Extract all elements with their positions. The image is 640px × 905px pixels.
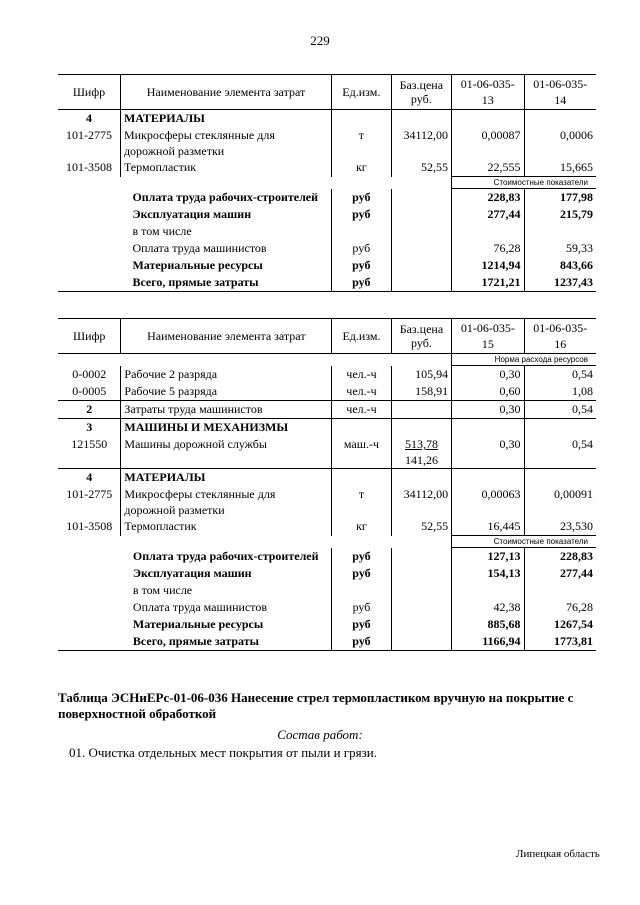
row-value-b: 0,54 xyxy=(524,401,596,419)
table-row xyxy=(58,366,596,384)
cost-name: Эксплуатация машин xyxy=(132,566,252,580)
row-code: 101-2775 xyxy=(65,128,112,142)
cost-unit: руб xyxy=(332,599,391,616)
cost-value-b: 1267,54 xyxy=(524,616,596,633)
cost-indicators-note: Стоимостные показатели xyxy=(452,536,596,548)
cost-name: Материальные ресурсы xyxy=(132,617,264,631)
cost-value-a: 154,13 xyxy=(452,565,524,582)
cost-value-b: 277,44 xyxy=(524,565,596,582)
header-col-b: 01-06-035-16 xyxy=(524,319,596,354)
cost-value-b: 215,79 xyxy=(524,206,596,223)
header-code: Шифр xyxy=(58,75,120,110)
row-value-b: 1,08 xyxy=(524,383,596,401)
row-name: Рабочие 2 разряда xyxy=(121,366,332,384)
row-code: 101-3508 xyxy=(65,160,112,174)
row-value-b: 15,665 xyxy=(524,159,596,177)
cost-row xyxy=(58,240,596,257)
cost-row xyxy=(58,548,596,566)
row-code: 101-2775 xyxy=(66,487,113,501)
cost-unit: руб xyxy=(332,633,391,651)
row-value-a: 16,445 xyxy=(452,518,524,536)
row-unit: чел.-ч xyxy=(332,366,391,384)
cost-unit: руб xyxy=(332,616,391,633)
header-col-a: 01-06-035-15 xyxy=(452,319,524,354)
cost-name: Оплата труда машинистов xyxy=(132,241,267,255)
row-unit: чел.-ч xyxy=(332,401,391,419)
cost-unit: руб xyxy=(332,206,392,223)
cost-unit xyxy=(332,582,391,599)
cost-row xyxy=(58,206,596,223)
header-col-b: 01-06-035-14 xyxy=(524,75,596,110)
header-col-a: 01-06-035-13 xyxy=(452,75,524,110)
cost-rows xyxy=(58,548,596,651)
header-code: Шифр xyxy=(58,319,121,354)
note-row xyxy=(58,536,596,548)
row-name: Рабочие 5 разряда xyxy=(121,383,332,401)
row-unit: маш.-ч xyxy=(332,436,391,469)
cost-row xyxy=(58,257,596,274)
row-unit: т xyxy=(332,486,391,518)
section-row-machines xyxy=(58,419,596,437)
cost-row xyxy=(58,633,596,651)
cost-value-b: 76,28 xyxy=(524,599,596,616)
cost-name: Всего, прямые затраты xyxy=(120,274,331,292)
row-name: Затраты труда машинистов xyxy=(121,401,332,419)
cost-row xyxy=(58,599,596,616)
cost-value-b: 177,98 xyxy=(524,189,596,207)
cost-value-a: 228,83 xyxy=(452,189,524,207)
cost-row xyxy=(58,223,596,240)
section-code: 4 xyxy=(58,469,121,487)
row-price: 158,91 xyxy=(391,383,451,401)
header-price: Баз.цена руб. xyxy=(391,75,451,110)
table-row xyxy=(58,127,596,159)
header-name: Наименование элемента затрат xyxy=(120,75,331,110)
cost-unit: руб xyxy=(332,548,391,566)
section-name: МАТЕРИАЛЫ xyxy=(120,110,331,128)
cost-indicators-note: Стоимостные показатели xyxy=(452,177,596,189)
row-value-b: 0,54 xyxy=(524,366,596,384)
cost-value-b: 1237,43 xyxy=(524,274,596,292)
page-number: 229 xyxy=(310,33,330,48)
row-name: Микросферы стеклянные для дорожной разметки xyxy=(120,127,331,159)
resource-norm-note: Норма расхода ресурсов xyxy=(452,354,596,366)
row-value-b: 0,0006 xyxy=(524,127,596,159)
row-unit: т xyxy=(332,127,392,159)
row-price: 105,94 xyxy=(391,366,451,384)
cost-value-a: 127,13 xyxy=(452,548,524,566)
footer-region: Липецкая область xyxy=(516,848,600,860)
row-code: 2 xyxy=(58,401,121,419)
cost-row xyxy=(58,616,596,633)
table-row xyxy=(58,518,596,536)
row-value-a: 0,00087 xyxy=(452,127,524,159)
row-value-b: 0,54 xyxy=(524,436,596,469)
cost-value-a: 277,44 xyxy=(452,206,524,223)
cost-rows xyxy=(58,189,596,292)
section-name: МАТЕРИАЛЫ xyxy=(121,469,332,487)
section-name: МАШИНЫ И МЕХАНИЗМЫ xyxy=(121,419,332,437)
table-header xyxy=(58,75,596,110)
cost-value-b: 1773,81 xyxy=(524,633,596,651)
row-code: 0-0002 xyxy=(72,366,107,381)
row-price: 34112,00 xyxy=(391,127,451,159)
cost-unit: руб xyxy=(332,257,392,274)
row-value-a: 0,30 xyxy=(452,436,524,469)
cost-unit: руб xyxy=(332,274,392,292)
composition-heading: Состав работ: xyxy=(277,727,363,742)
row-code: 101-3508 xyxy=(66,519,113,533)
row-name: Машины дорожной службы xyxy=(121,436,332,469)
row-price: 34112,00 xyxy=(391,486,451,518)
cost-value-a: 885,68 xyxy=(452,616,524,633)
cost-name: в том числе xyxy=(132,224,192,238)
next-table-title: Таблица ЭСНиЕРс-01-06-036 Нанесение стрел термопластиком вручную на покрытие с поверхностной обработкой xyxy=(58,690,574,721)
table-header xyxy=(58,319,596,354)
row-price: 52,55 xyxy=(391,159,451,177)
cost-value-a xyxy=(452,582,524,599)
table-row xyxy=(58,401,596,419)
cost-table-2 xyxy=(58,318,596,651)
section-row-materials xyxy=(58,469,596,487)
cost-name: Эксплуатация машин xyxy=(132,207,252,221)
cost-value-a: 1166,94 xyxy=(452,633,524,651)
cost-row xyxy=(58,189,596,207)
cost-name: Всего, прямые затраты xyxy=(121,633,332,651)
cost-value-b xyxy=(524,223,596,240)
cost-name: Материальные ресурсы xyxy=(132,258,263,272)
section-row-materials xyxy=(58,110,596,128)
row-name: Микросферы стеклянные для дорожной разметки xyxy=(121,486,332,518)
cost-row xyxy=(58,582,596,599)
section-code: 4 xyxy=(85,111,92,125)
row-value-b: 23,530 xyxy=(524,518,596,536)
table-row xyxy=(58,159,596,177)
cost-name: в том числе xyxy=(132,583,193,597)
cost-value-b: 228,83 xyxy=(524,548,596,566)
work-item: 01. Очистка отдельных мест покрытия от пыли и грязи. xyxy=(69,745,377,760)
row-value-a: 0,30 xyxy=(452,366,524,384)
row-price: 52,55 xyxy=(391,518,451,536)
row-code: 0-0005 xyxy=(72,384,107,398)
cost-table-1 xyxy=(58,74,596,292)
row-value-a: 0,00063 xyxy=(452,486,524,518)
header-unit: Ед.изм. xyxy=(332,75,392,110)
cost-value-a: 1721,21 xyxy=(452,274,524,292)
cost-value-b xyxy=(524,582,596,599)
cost-name: Оплата труда рабочих-строителей xyxy=(132,189,319,204)
cost-value-a xyxy=(452,223,524,240)
row-code: 121550 xyxy=(71,437,108,451)
header-unit: Ед.изм. xyxy=(332,319,391,354)
row-value-a: 22,555 xyxy=(452,159,524,177)
row-unit: чел.-ч xyxy=(332,383,391,401)
table-row xyxy=(58,383,596,401)
note-row xyxy=(58,354,596,366)
cost-value-a: 42,38 xyxy=(452,599,524,616)
cost-value-a: 1214,94 xyxy=(452,257,524,274)
cost-row xyxy=(58,274,596,292)
cost-unit: руб xyxy=(332,565,391,582)
header-name: Наименование элемента затрат xyxy=(121,319,332,354)
row-value-b: 0,00091 xyxy=(524,486,596,518)
cost-unit: руб xyxy=(332,240,392,257)
row-price: 513,78 141,26 xyxy=(391,436,451,469)
table-row xyxy=(58,436,596,469)
cost-value-a: 76,28 xyxy=(452,240,524,257)
cost-unit xyxy=(332,223,392,240)
cost-unit: руб xyxy=(332,189,392,207)
note-row xyxy=(58,177,596,189)
section-code: 3 xyxy=(58,419,121,437)
cost-name: Оплата труда машинистов xyxy=(132,600,268,614)
table-row xyxy=(58,486,596,518)
row-name: Термопластик xyxy=(120,159,331,177)
cost-row xyxy=(58,565,596,582)
header-price: Баз.цена руб. xyxy=(391,319,451,354)
row-unit: кг xyxy=(332,159,392,177)
row-value-a: 0,60 xyxy=(452,383,524,401)
cost-name: Оплата труда рабочих-строителей xyxy=(132,548,319,563)
row-value-a: 0,30 xyxy=(452,401,524,419)
row-unit: кг xyxy=(332,518,391,536)
row-name: Термопластик xyxy=(121,518,332,536)
cost-value-b: 843,66 xyxy=(524,257,596,274)
cost-value-b: 59,33 xyxy=(524,240,596,257)
